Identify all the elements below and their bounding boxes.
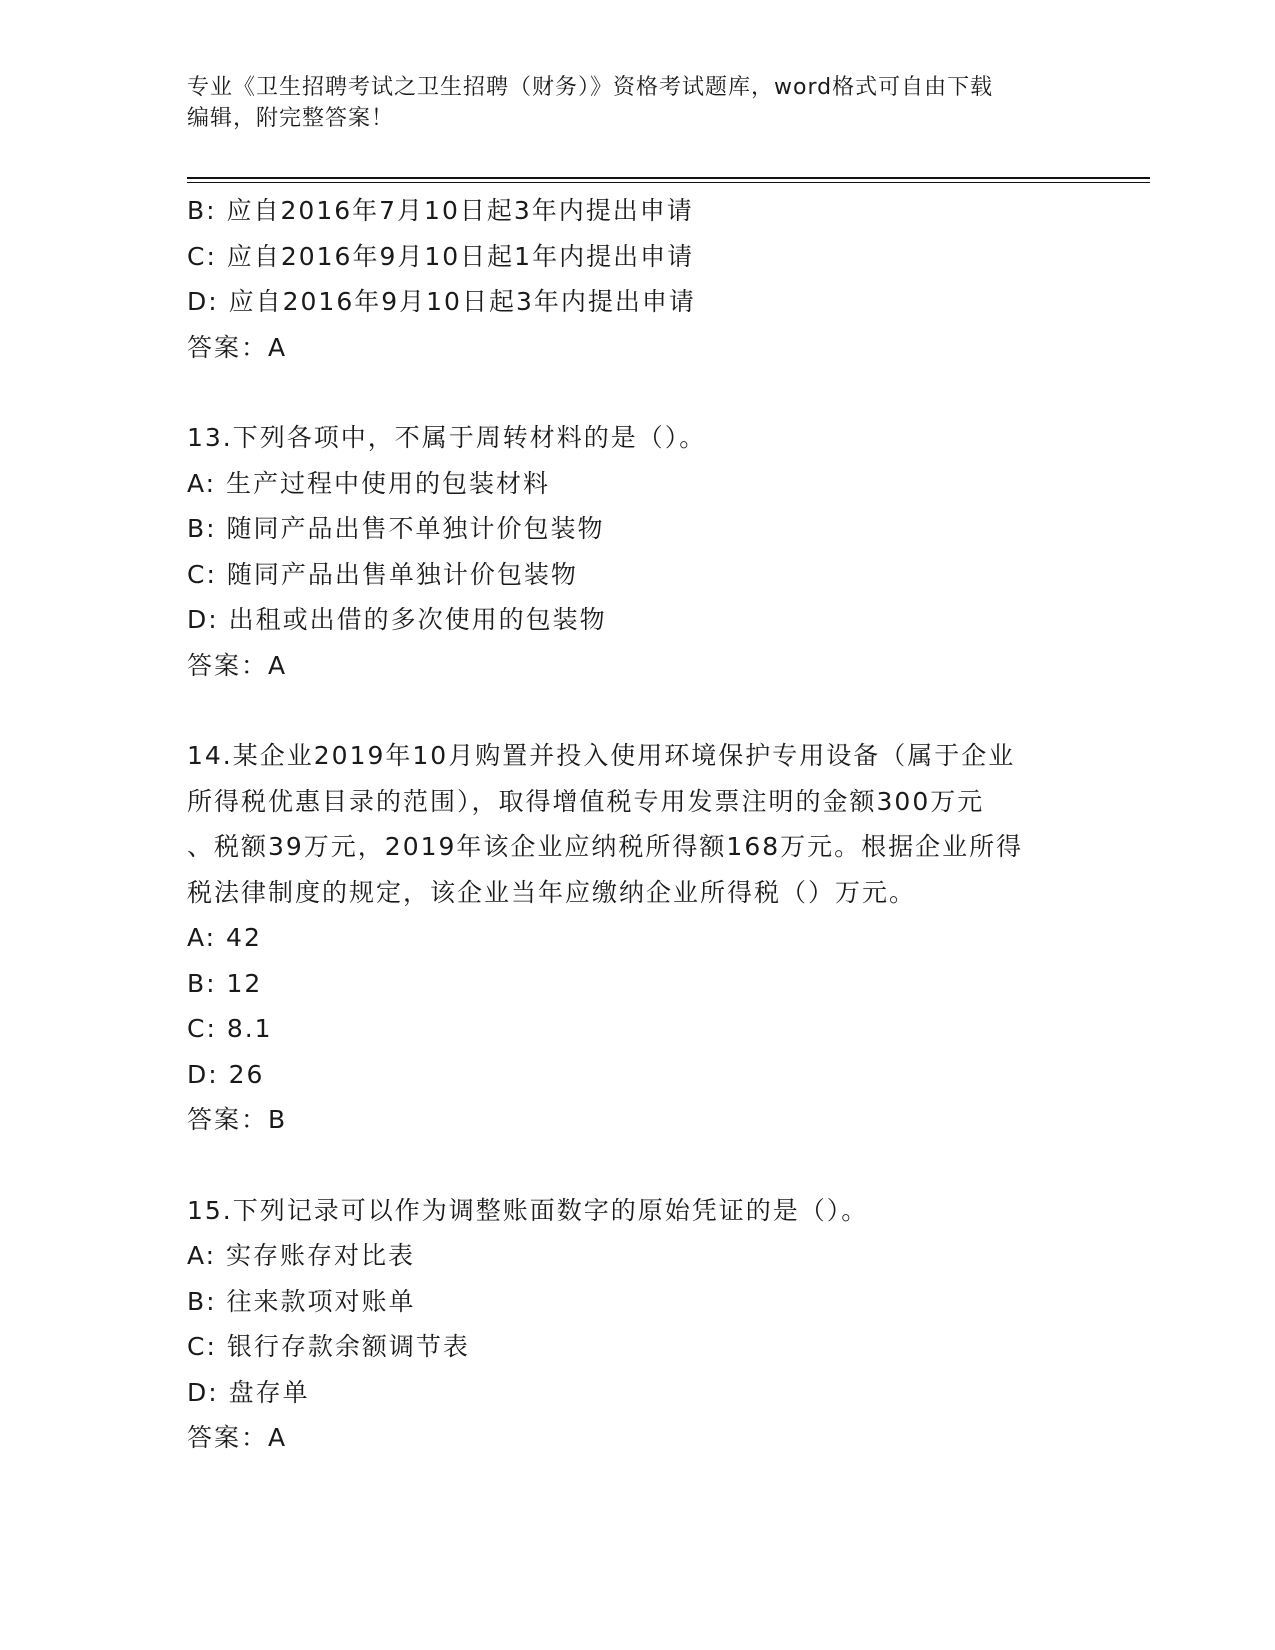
header-title-line-2: 编辑，附完整答案！ (187, 106, 395, 131)
header-title-line-1: 专业《卫生招聘考试之卫生招聘（财务）》资格考试题库，word格式可自由下载 (187, 75, 994, 100)
question-text-line-3: 、税额39万元，2019年该企业应纳税所得额168万元。根据企业所得 (187, 832, 1024, 861)
question-list (187, 188, 1087, 1461)
option-c: C: 应自2016年9月10日起1年内提出申请 (187, 241, 695, 271)
question-12-continued (187, 188, 1087, 370)
question-text-line-1: 14.某企业2019年10月购置并投入使用环境保护专用设备（属于企业 (187, 741, 1016, 770)
header-divider (187, 177, 1150, 179)
option-c: C: 随同产品出售单独计价包装物 (187, 559, 578, 589)
option-b: B: 往来款项对账单 (187, 1286, 416, 1316)
option-c: C: 8.1 (187, 1014, 273, 1043)
question-text: 15.下列记录可以作为调整账面数字的原始凭证的是（）。 (187, 1195, 869, 1225)
option-a: A: 实存账存对比表 (187, 1241, 416, 1270)
option-a: A: 生产过程中使用的包装材料 (187, 468, 551, 498)
header-divider-thin (187, 182, 1150, 183)
document-header (187, 72, 1087, 134)
answer-line: 答案：A (187, 332, 288, 362)
answer-line: 答案：B (187, 1105, 288, 1134)
option-d: D: 盘存单 (187, 1377, 310, 1407)
option-b: B: 应自2016年7月10日起3年内提出申请 (187, 196, 694, 225)
option-b: B: 12 (187, 968, 263, 998)
answer-line: 答案：A (187, 650, 288, 680)
option-c: C: 银行存款余额调节表 (187, 1332, 470, 1361)
question-text-line-4: 税法律制度的规定，该企业当年应缴纳企业所得税（）万元。 (187, 877, 917, 907)
question-14 (187, 733, 1087, 1143)
question-text-line-2: 所得税优惠目录的范围），取得增值税专用发票注明的金额300万元 (187, 786, 985, 816)
option-d: D: 出租或出借的多次使用的包装物 (187, 605, 607, 634)
option-d: D: 应自2016年9月10日起3年内提出申请 (187, 287, 696, 316)
option-b: B: 随同产品出售不单独计价包装物 (187, 514, 605, 543)
option-a: A: 42 (187, 923, 262, 952)
question-text: 13.下列各项中，不属于周转材料的是（）。 (187, 423, 707, 452)
question-15 (187, 1188, 1087, 1461)
question-13 (187, 415, 1087, 688)
answer-line: 答案：A (187, 1423, 288, 1452)
option-d: D: 26 (187, 1059, 265, 1089)
